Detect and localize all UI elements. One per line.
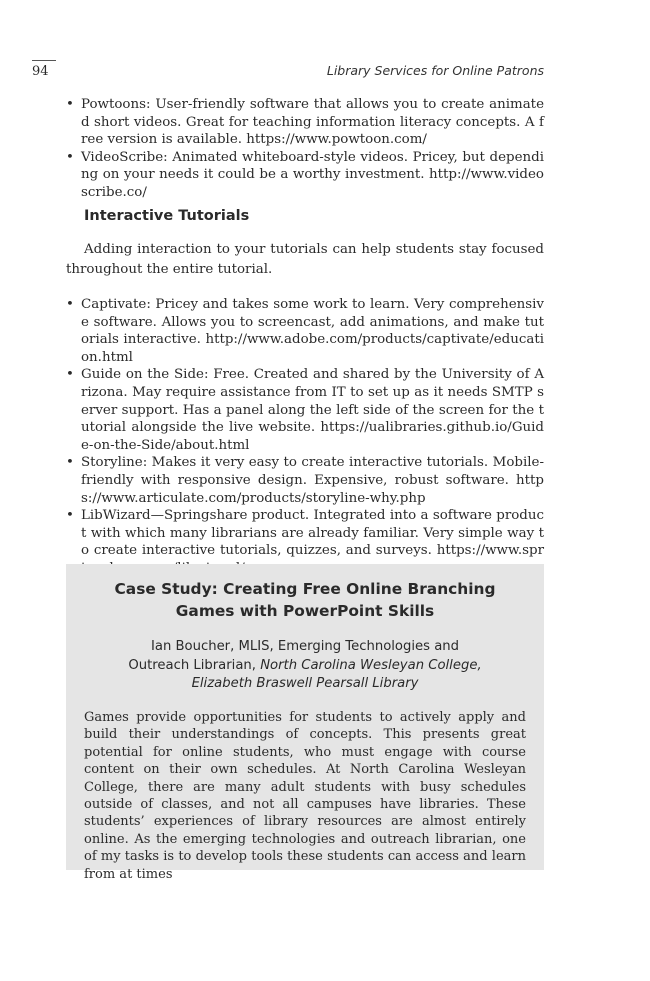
author-organization: North Carolina Wesleyan College,: [260, 657, 482, 673]
bullet-videoscribe: • VideoScribe: Animated whiteboard-style videos. Pricey, but depending on your needs it could be a worthy investment. http://www.videoscribe.co/: [66, 149, 544, 202]
author-library: Elizabeth Braswell Pearsall Library: [191, 676, 419, 691]
section-heading: Interactive Tutorials: [84, 208, 250, 224]
author-line1: Ian Boucher, MLIS, Emerging Technologies and: [150, 639, 460, 654]
bullet-captivate: • Captivate: Pricey and takes some work to learn. Very comprehensive software. Allows you to screencast, add animations, and make tutorials interactive. http://www.adobe.com/products/captivate/education.html: [66, 296, 544, 366]
case-study-title: [106, 579, 504, 622]
case-study-title-line2: Games with PowerPoint Skills: [175, 601, 435, 620]
author-role: Outreach Librarian,: [128, 657, 256, 673]
header-rule: [32, 60, 56, 61]
bullet-storyline: • Storyline: Makes it very easy to create interactive tutorials. Mobile-friendly with responsive design. Expensive, robust software. https://www.articulate.com/products/storyline-why.php: [66, 454, 544, 507]
case-study-body: Games provide opportunities for students to actively apply and build their understandings of concepts. This presents great potential for online students, who must engage with course content on their own schedules. At North Carolina Wesleyan College, there are many adult students with busy schedules outside of classes, and not all campuses have libraries. These students’ experiences of library resources are almost entirely online. As the emerging technologies and outreach librarian, one of my tasks is to develop tools these students can access and learn from at times: [84, 710, 526, 882]
bullet-powtoons: • Powtoons: User-friendly software that allows you to create animated short videos. Great for teaching information literacy concepts. A free version is available. https://www.powtoon.com/: [66, 96, 544, 149]
case-study-title-line1: Case Study: Creating Free Online Branching: [114, 580, 496, 598]
bullet-libwizard: • LibWizard—Springshare product. Integrated into a software product with which many librarians are already familiar. Very simple way to create interactive tutorials, quizzes, and surveys. https://www.spr: [66, 507, 544, 577]
tutorial-bullet-list: [66, 296, 544, 578]
page-number: 94: [32, 64, 49, 79]
bullet-guide-on-the-side: • Guide on the Side: Free. Created and shared by the University of Arizona. May require assistance from IT to set up as it needs SMTP server support. Has a panel along the left side of the screen for the tutorial alongside the live website. https://ualibraries.github.io/Guide-on-the-Side/about.html: [66, 366, 544, 454]
case-study-author: [96, 638, 514, 694]
case-study-box: [66, 564, 544, 882]
running-title: Library Services for Online Patrons: [326, 63, 544, 78]
top-bullet-list: [66, 96, 544, 202]
section-intro: Adding interaction to your tutorials can help students stay focused throughout the entire tutorial.: [66, 242, 544, 277]
